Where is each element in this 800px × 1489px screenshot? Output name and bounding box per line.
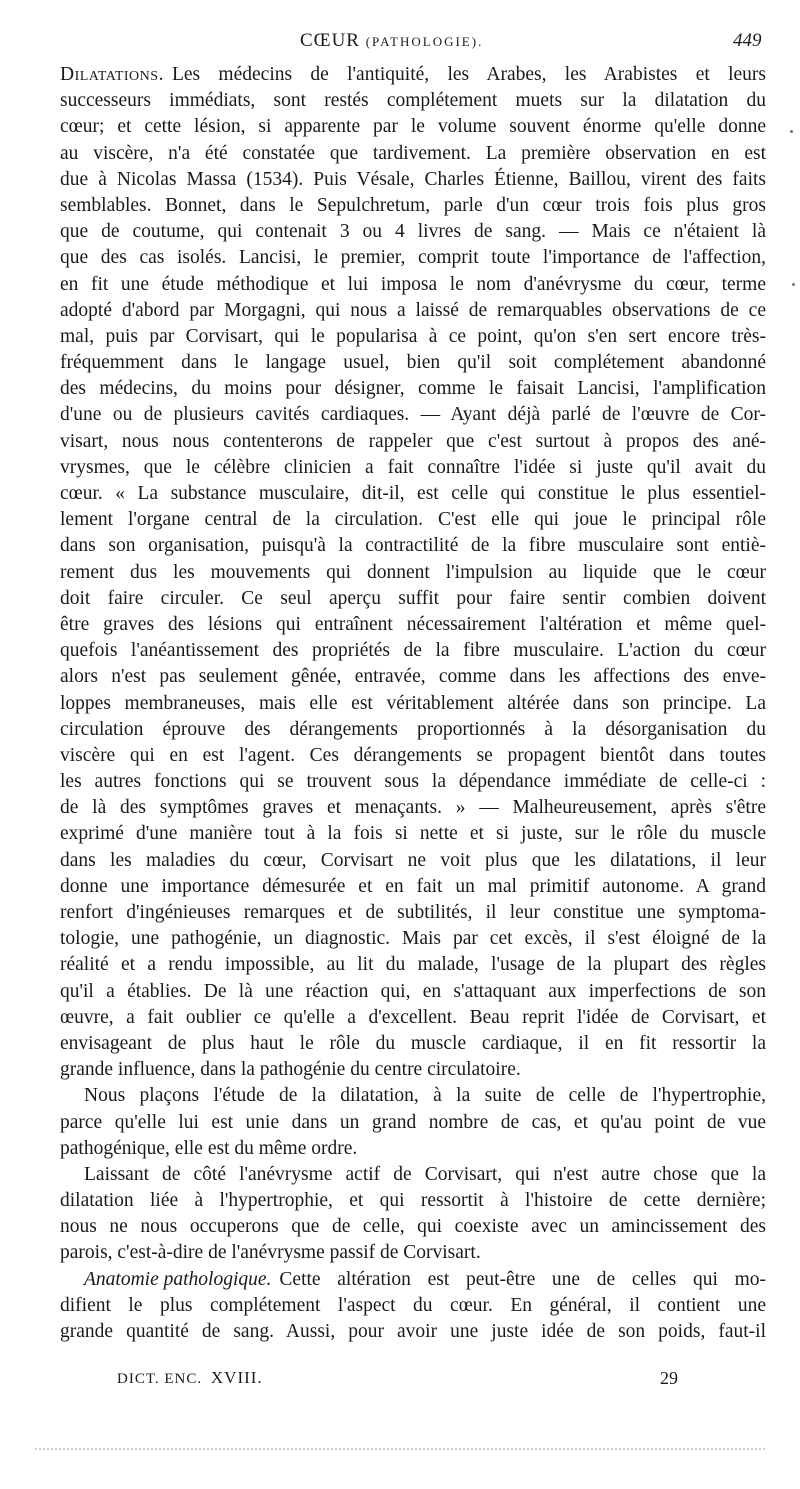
line-text: dans son organisation, puisqu'à la contractilité de la fibre musculaire sont entiè-	[60, 535, 766, 557]
sheet-number: 29	[660, 1368, 678, 1388]
page-footer	[0, 1368, 800, 1398]
text-line	[60, 114, 766, 140]
line-text: grande quantité de sang. Aussi, pour avoir une juste idée de son poids, faut-il	[60, 1321, 766, 1342]
text-line	[60, 167, 766, 193]
text-line	[60, 717, 766, 743]
text-line	[60, 88, 766, 114]
line-text: rement dus les mouvements qui donnent l'impulsion au liquide que le cœur	[60, 561, 766, 583]
text-line	[60, 219, 766, 245]
line-text: Laissant de côté l'anévrysme actif de Corvisart, qui n'est autre chose que la	[84, 1163, 766, 1185]
line-text: tologie, une pathogénie, un diagnostic. Mais par cet excès, il s'est éloigné de la	[60, 928, 766, 950]
text-line	[60, 1005, 766, 1031]
line-text: visart, nous nous contenterons de rappeler que c'est surtout à propos des ané-	[60, 430, 766, 452]
line-text: fréquemment dans le langage usuel, bien qu'il soit complétement abandonné	[60, 352, 766, 374]
line-text: cœur. « La substance musculaire, dit-il, est celle qui constitue le plus essentiel-	[60, 483, 766, 504]
text-line	[60, 769, 766, 795]
line-text: au viscère, n'a été constatée que tardivement. La première observation en est	[60, 142, 766, 164]
text-line	[60, 1293, 766, 1319]
line-text: quefois l'anéantissement des propriétés de la fibre musculaire. L'action du cœur	[60, 640, 766, 662]
line-text: loppes membraneuses, mais elle est véritablement altérée dans son principe. La	[60, 692, 766, 714]
text-line	[60, 1136, 766, 1162]
line-text: les autres fonctions qui se trouvent sous la dépendance immédiate de celle-ci :	[60, 771, 766, 793]
printer-signature	[117, 1368, 263, 1388]
text-line	[60, 874, 766, 900]
text-line	[60, 376, 766, 402]
text-line	[60, 560, 766, 586]
line-text: parois, c'est-à-dire de l'anévrysme passif de Corvisart.	[60, 1242, 481, 1264]
text-line	[60, 1188, 766, 1214]
line-text: alors n'est pas seulement gênée, entravée, comme dans les affections des enve-	[60, 666, 766, 688]
margin-speck	[790, 130, 793, 133]
line-text: nous ne nous occuperons que de celle, qui coexiste avec un amincissement des	[60, 1216, 766, 1238]
text-line	[60, 1240, 766, 1266]
line-text: de là des symptômes graves et menaçants. » — Malheureusement, après s'être	[60, 797, 766, 819]
line-text: réalité et a rendu impossible, au lit du malade, l'usage de la plupart des règles	[60, 954, 766, 976]
text-line	[60, 848, 766, 874]
text-line	[60, 1319, 766, 1345]
line-text: Cette altération est peut-être une de celles qui mo-	[279, 1268, 766, 1290]
text-line	[60, 1162, 766, 1188]
text-line	[60, 795, 766, 821]
line-text: d'une ou de plusieurs cavités cardiaques. — Ayant déjà parlé de l'œuvre de Cor-	[60, 404, 766, 426]
text-line	[60, 1057, 766, 1083]
running-head	[300, 30, 483, 52]
line-text: grande influence, dans la pathogénie du centre circulatoire.	[60, 1059, 521, 1081]
text-line	[60, 586, 766, 612]
line-text: envisageant de plus haut le rôle du muscle cardiaque, il en fit ressortir la	[60, 1032, 766, 1054]
line-text: être graves des lésions qui entraînent nécessairement l'altération et même quel-	[60, 613, 766, 635]
text-line	[60, 455, 766, 481]
line-text: Les médecins de l'antiquité, les Arabes, les Arabistes et leurs	[171, 64, 766, 85]
text-line	[60, 926, 766, 952]
text-line	[60, 1214, 766, 1240]
line-text: Nous plaçons l'étude de la dilatation, à la suite de celle de l'hypertrophie,	[84, 1085, 766, 1107]
text-line	[60, 245, 766, 271]
text-line	[60, 979, 766, 1005]
text-line	[60, 141, 766, 167]
line-text: dilatation liée à l'hypertrophie, et qui ressortit à l'histoire de cette dernière;	[60, 1190, 766, 1212]
text-line	[60, 1083, 766, 1109]
line-text: parce qu'elle lui est unie dans un grand nombre de cas, et qu'au point de vue	[60, 1111, 766, 1133]
text-line	[60, 691, 766, 717]
line-text: que des cas isolés. Lancisi, le premier, comprit toute l'importance de l'affection,	[60, 247, 766, 269]
signature-text: DICT. ENC.	[117, 1371, 203, 1387]
text-line	[60, 62, 766, 88]
bleed-through-mark	[35, 1448, 765, 1454]
text-line	[60, 1267, 766, 1293]
text-line	[60, 324, 766, 350]
line-text: mal, puis par Corvisart, qui le popularisa à ce point, qu'on s'en sert encore très-	[60, 325, 766, 347]
text-line	[60, 402, 766, 428]
line-text: œuvre, a fait oublier ce qu'elle a d'excellent. Beau reprit l'idée de Corvisart, et	[60, 1006, 766, 1028]
running-subtitle: (PATHOLOGIE).	[365, 34, 484, 49]
text-line	[60, 298, 766, 324]
line-text: vrysmes, que le célèbre clinicien a fait connaître l'idée si juste qu'il avait du	[60, 456, 766, 478]
running-title: CŒUR	[300, 30, 360, 51]
page-number: 449	[733, 30, 762, 51]
line-text: dans les maladies du cœur, Corvisart ne voit plus que les dilatations, il leur	[60, 849, 766, 871]
line-text: lement l'organe central de la circulation. C'est elle qui joue le principal rôle	[60, 509, 766, 531]
volume-number: XVIII.	[210, 1368, 263, 1387]
text-line	[60, 952, 766, 978]
section-lead: Dilatations.	[60, 64, 164, 85]
line-text: en fit une étude méthodique et lui imposa le nom d'anévrysme du cœur, terme	[60, 273, 766, 295]
line-text: viscère qui en est l'agent. Ces dérangements se propagent bientôt dans toutes	[60, 744, 766, 766]
line-text: qu'il a établies. De là une réaction qui, en s'attaquant aux imperfections de son	[60, 980, 766, 1002]
line-text: circulation éprouve des dérangements proportionnés à la désorganisation du	[60, 718, 766, 740]
text-line	[60, 664, 766, 690]
line-text: due à Nicolas Massa (1534). Puis Vésale, Charles Étienne, Baillou, virent des faits	[60, 168, 766, 190]
text-line	[60, 1110, 766, 1136]
line-text: renfort d'ingénieuses remarques et de subtilités, il leur constitue une symptoma-	[60, 902, 766, 923]
margin-speck	[792, 283, 795, 286]
text-line	[60, 743, 766, 769]
text-line	[60, 350, 766, 376]
line-text: exprimé d'une manière tout à la fois si nette et si juste, sur le rôle du muscle	[60, 823, 766, 845]
line-text: pathogénique, elle est du même ordre.	[60, 1137, 358, 1159]
text-line	[60, 533, 766, 559]
text-line	[60, 612, 766, 638]
page-header	[0, 30, 800, 62]
text-line	[60, 481, 766, 507]
text-line	[60, 900, 766, 926]
text-line	[60, 638, 766, 664]
text-line	[60, 193, 766, 219]
line-text: que de coutume, qui contenait 3 ou 4 livres de sang. — Mais ce n'étaient là	[60, 221, 766, 243]
line-text: donne une importance démesurée et en fait un mal primitif autonome. A grand	[60, 875, 766, 897]
article-body	[60, 62, 766, 1345]
text-line	[60, 507, 766, 533]
line-text: doit faire circuler. Ce seul aperçu suffit pour faire sentir combien doivent	[60, 587, 766, 609]
text-line	[60, 821, 766, 847]
text-line	[60, 429, 766, 455]
line-text: successeurs immédiats, sont restés complétement muets sur la dilatation du	[60, 90, 766, 112]
text-line	[60, 272, 766, 298]
line-text: difient le plus complétement l'aspect du cœur. En général, il contient une	[60, 1294, 766, 1316]
text-line	[60, 1031, 766, 1057]
section-lead: Anatomie pathologique.	[84, 1268, 272, 1290]
line-text: semblables. Bonnet, dans le Sepulchretum, parle d'un cœur trois fois plus gros	[60, 194, 766, 216]
line-text: cœur; et cette lésion, si apparente par le volume souvent énorme qu'elle donne	[60, 116, 766, 138]
line-text: des médecins, du moins pour désigner, comme le faisait Lancisi, l'amplification	[60, 378, 766, 400]
line-text: adopté d'abord par Morgagni, qui nous a laissé de remarquables observations de ce	[60, 299, 766, 321]
